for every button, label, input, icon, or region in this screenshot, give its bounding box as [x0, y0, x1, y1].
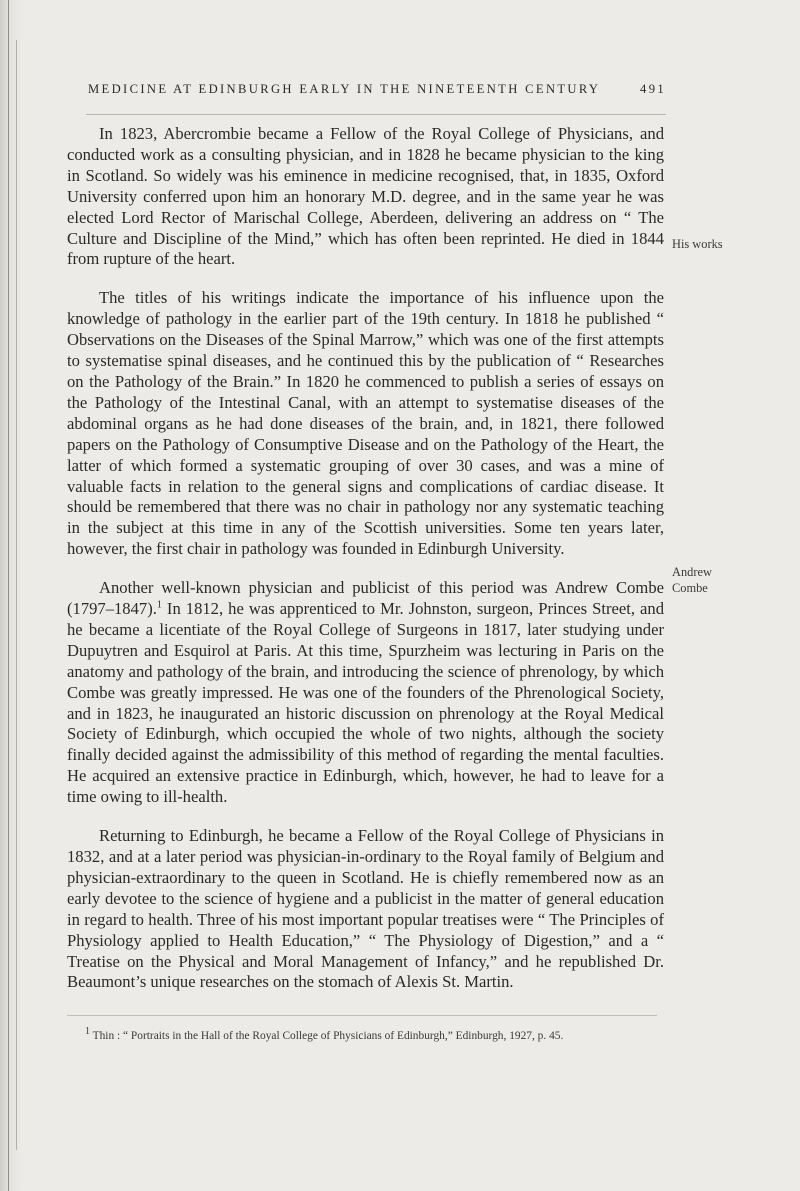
paragraph-andrew-combe [67, 578, 664, 808]
page-number: 491 [640, 82, 666, 96]
margin-note-his-works: His works [672, 237, 723, 251]
paragraph-andrew-combe-part2: In 1812, he was apprenticed to Mr. Johnston, surgeon, Princes Street, and he became a licentiate of the Royal College of Surgeons in 1817, later studying under Dupuytren and Esquirol at Paris. At this time, Spurzheim was lecturing in Paris on the anatomy and pathology of the brain, and introducing the science of phrenology, by which Combe was greatly impressed. He was one of the founders of the Phrenological Society, and in 1823, he inaugurated an historic discussion on phrenology at the Royal Medical Society of Edinburgh, which occupied the whole of two nights, although the society finally decided against the admissibility of this method of regarding the mental faculties. He acquired an extensive practice in Edinburgh, which, however, he had to leave for a time owing to ill-health. [67, 599, 664, 807]
header-rule [86, 114, 666, 115]
running-head [88, 82, 666, 97]
paragraph-his-works: The titles of his writings indicate the importance of his influence upon the knowledge of pathology in the earlier part of the 19th century. In 1818 he published “ Observations on the Diseases of the Spinal Marrow,” which was one of the first attempts to systematise spinal diseases, and he continued this by the publication of “ Researches on the Pathology of the Brain.” In 1820 he commenced to publish a series of essays on the Pathology of the Intestinal Canal, with an attempt to systematise diseases of the abdominal organs as he had done diseases of the brain, and, in 1821, there followed papers on the Pathology of Consumptive Disease and on the Pathology of the Heart, the latter of which formed a systematic grouping of over 30 cases, and was a mine of valuable facts in relation to the general signs and complications of cardiac disease. It should be remembered that there was no chair in pathology nor any systematic teaching in the subject at this time in any of the Scottish universities. Some ten years later, however, the first chair in pathology was founded in Edinburgh University. [67, 288, 664, 559]
body-text [67, 124, 664, 1011]
binding-edge-line [8, 0, 9, 1191]
margin-note-line: Andrew [672, 565, 712, 579]
footnote-rule [67, 1015, 657, 1016]
page-gutter [0, 0, 22, 1191]
footnote [85, 1026, 675, 1043]
binding-edge-shadow [16, 40, 17, 1150]
paragraph-combe-return: Returning to Edinburgh, he became a Fellow of the Royal College of Physicians in 1832, and at a later period was physician-in-ordinary to the Royal family of Belgium and physician-extraordinary to the queen in Scotland. He is chiefly remembered now as an early devotee to the science of hygiene and a publicist in the matter of general education in regard to health. Three of his most important popular treatises were “ The Principles of Physiology applied to Health Education,” “ The Physiology of Digestion,” and a “ Treatise on the Physical and Moral Management of Infancy,” and he republished Dr. Beaumont’s unique researches on the stomach of Alexis St. Martin. [67, 826, 664, 992]
margin-note-andrew-combe [672, 564, 712, 596]
paragraph-abercrombie-career: In 1823, Abercrombie became a Fellow of the Royal College of Physicians, and conducted work as a consulting physician, and in 1828 he became physician to the king in Scotland. So widely was his eminence in medicine recognised, that, in 1835, Oxford University conferred upon him an honorary M.D. degree, and in the same year he was elected Lord Rector of Marischal College, Aberdeen, delivering an address on “ The Culture and Discipline of the Mind,” which has often been reprinted. He died in 1844 from rupture of the heart. [67, 124, 664, 269]
margin-note-line: Combe [672, 581, 708, 595]
footnote-marker: 1 [85, 1026, 90, 1038]
footnote-text: Thin : “ Portraits in the Hall of the Royal College of Physicians of Edinburgh,” Edinburgh, 1927, p. 45. [92, 1030, 564, 1042]
footnote-reference[interactable]: 1 [156, 599, 162, 611]
running-title: MEDICINE AT EDINBURGH EARLY IN THE NINETEENTH CENTURY [88, 82, 601, 96]
paragraph-andrew-combe-part1: Another well-known physician and publicist of this period was Andrew Combe (1797–1847). [67, 578, 664, 619]
